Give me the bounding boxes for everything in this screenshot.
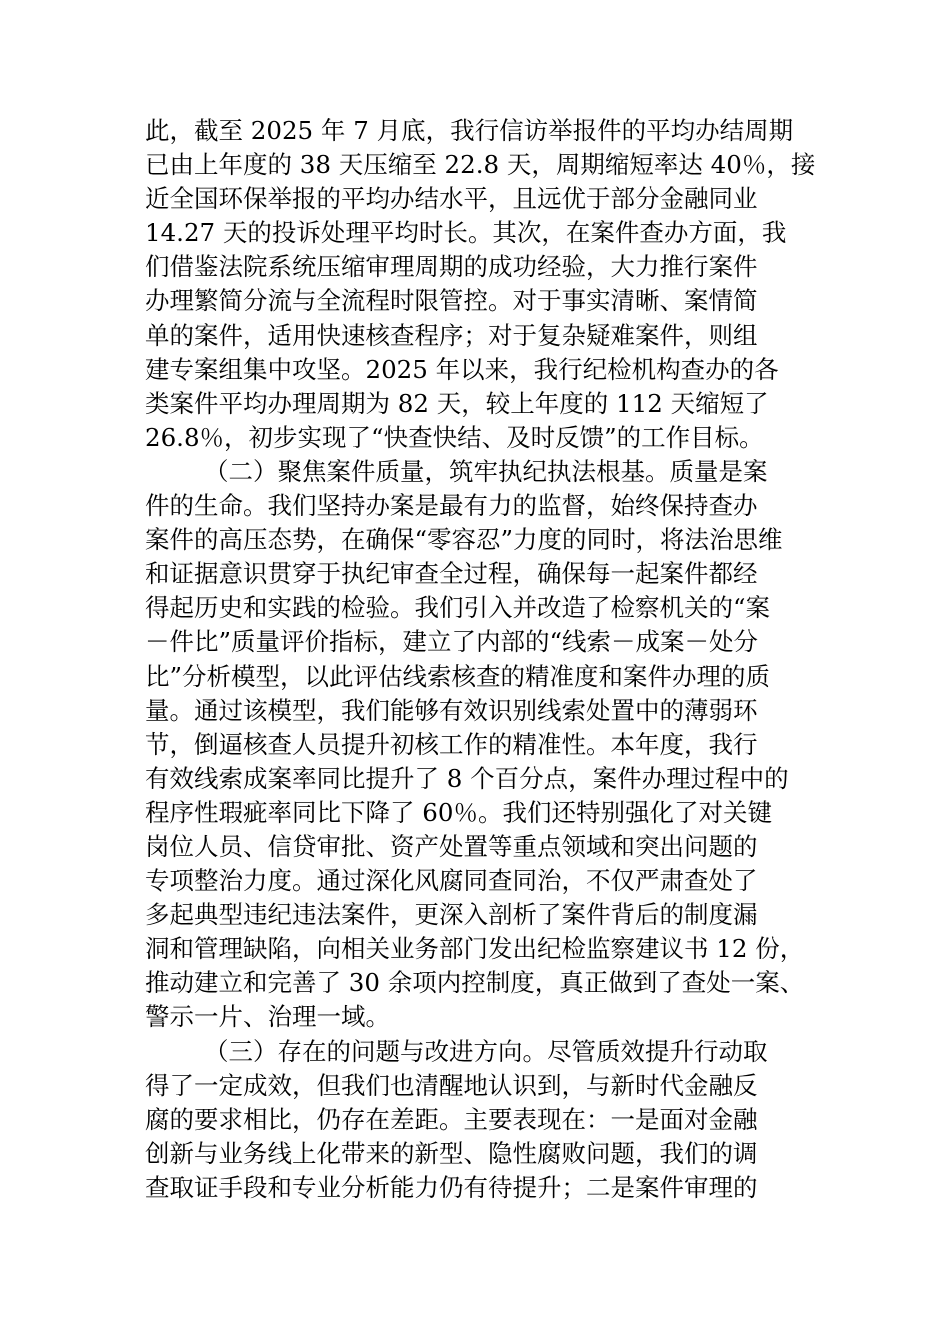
text-line: 类案件平均办理周期为 82 天，较上年度的 112 天缩短了 <box>145 388 769 418</box>
text-line: 单的案件，适用快速核查程序；对于复杂疑难案件，则组 <box>145 320 758 350</box>
text-line: 专项整治力度。通过深化风腐同查同治，不仅严肃查处了 <box>145 866 758 896</box>
text-line: 程序性瑕疵率同比下降了 60％。我们还特别强化了对关键 <box>145 797 772 827</box>
text-line: －件比”质量评价指标，建立了内部的“线索－成案－处分 <box>145 627 759 657</box>
text-line: 和证据意识贯穿于执纪审查全过程，确保每一起案件都经 <box>145 559 758 589</box>
text-line: 量。通过该模型，我们能够有效识别线索处置中的薄弱环 <box>145 695 758 725</box>
text-line: 得了一定成效，但我们也清醒地认识到，与新时代金融反 <box>145 1070 758 1100</box>
text-line: 洞和管理缺陷，向相关业务部门发出纪检监察建议书 12 份， <box>145 934 805 964</box>
text-line: 岗位人员、信贷审批、资产处置等重点领域和突出问题的 <box>145 831 758 861</box>
text-line: 26.8％，初步实现了“快查快结、及时反馈”的工作目标。 <box>145 422 764 452</box>
section-heading-line: （三）存在的问题与改进方向。尽管质效提升行动取 <box>204 1036 768 1066</box>
text-line: 创新与业务线上化带来的新型、隐性腐败问题，我们的调 <box>145 1138 758 1168</box>
text-line: 腐的要求相比，仍存在差距。主要表现在：一是面对金融 <box>145 1104 758 1134</box>
text-line: 节，倒逼核查人员提升初核工作的精准性。本年度，我行 <box>145 729 758 759</box>
text-line: 警示一片、治理一域。 <box>145 1002 390 1032</box>
text-line: 得起历史和实践的检验。我们引入并改造了检察机关的“案 <box>145 593 771 623</box>
text-line: 办理繁简分流与全流程时限管控。对于事实清晰、案情简 <box>145 286 758 316</box>
text-line: 们借鉴法院系统压缩审理周期的成功经验，大力推行案件 <box>145 252 758 282</box>
text-line: 建专案组集中攻坚。2025 年以来，我行纪检机构查办的各 <box>145 354 779 384</box>
text-line: 此，截至 2025 年 7 月底，我行信访举报件的平均办结周期 <box>145 116 794 145</box>
text-line: 查取证手段和专业分析能力仍有待提升；二是案件审理的 <box>145 1172 758 1202</box>
text-line: 多起典型违纪违法案件，更深入剖析了案件背后的制度漏 <box>145 900 758 930</box>
text-line: 近全国环保举报的平均办结水平，且远优于部分金融同业 <box>145 184 758 214</box>
text-line: 14.27 天的投诉处理平均时长。其次，在案件查办方面，我 <box>145 218 787 248</box>
section-heading-line: （二）聚焦案件质量，筑牢执纪执法根基。质量是案 <box>204 456 768 486</box>
text-line: 已由上年度的 38 天压缩至 22.8 天，周期缩短率达 40％，接 <box>145 150 816 180</box>
text-line: 比”分析模型，以此评估线索核查的精准度和案件办理的质 <box>145 661 771 691</box>
text-line: 有效线索成案率同比提升了 8 个百分点，案件办理过程中的 <box>145 763 789 793</box>
text-line: 件的生命。我们坚持办案是最有力的监督，始终保持查办 <box>145 491 758 521</box>
body-text <box>145 114 845 1205</box>
text-line: 推动建立和完善了 30 余项内控制度，真正做到了查处一案、 <box>145 968 805 998</box>
text-line: 案件的高压态势，在确保“零容忍”力度的同时，将法治思维 <box>145 525 783 555</box>
